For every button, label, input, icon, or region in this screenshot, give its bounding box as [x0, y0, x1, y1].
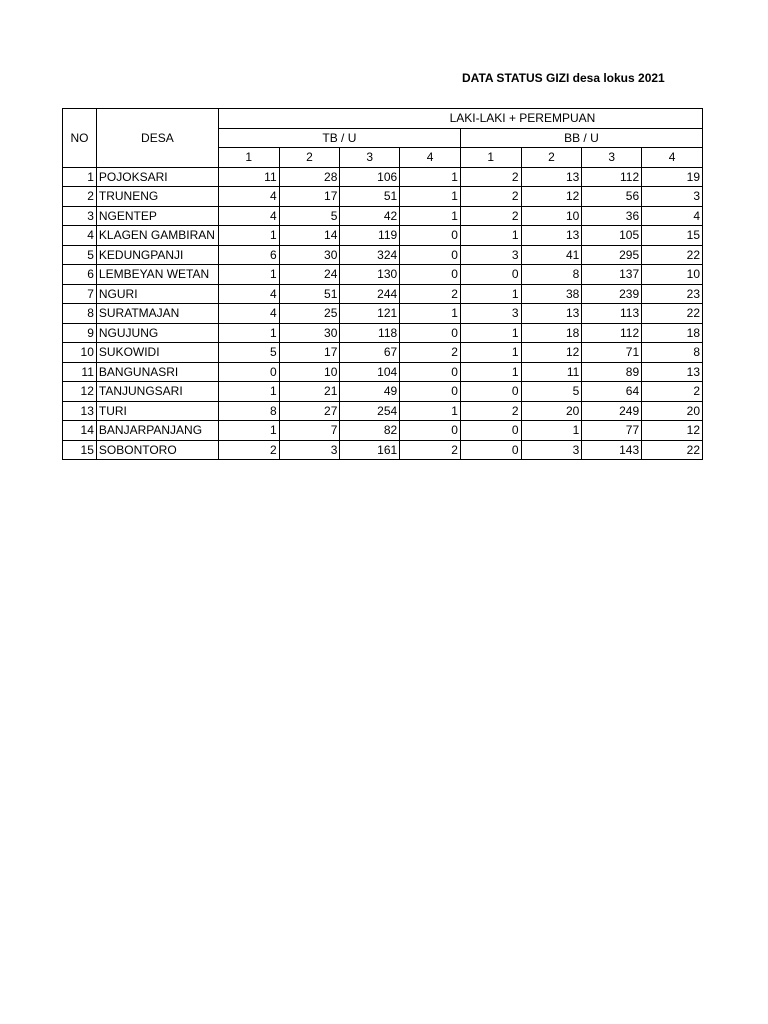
subheader-cell: 2: [521, 148, 582, 168]
tbu-value-cell: 2: [400, 440, 461, 460]
header-group-label: LAKI-LAKI + PEREMPUAN: [449, 111, 596, 126]
village-name: POJOKSARI: [96, 167, 218, 187]
tbu-value-cell: 4: [218, 304, 279, 324]
tbu-value-cell: 51: [340, 187, 400, 207]
bbu-value-cell: 71: [582, 343, 642, 363]
tbu-value-cell: 30: [279, 323, 340, 343]
tbu-value-cell: 4: [218, 206, 279, 226]
tbu-value-cell: 67: [340, 343, 400, 363]
bbu-value-cell: 38: [521, 284, 582, 304]
tbu-value-cell: 25: [279, 304, 340, 324]
bbu-value-cell: 18: [521, 323, 582, 343]
tbu-value-cell: 1: [218, 421, 279, 441]
village-name: TRUNENG: [96, 187, 218, 207]
table-body: [63, 167, 703, 460]
row-number: 9: [63, 323, 97, 343]
table-row: [63, 226, 703, 246]
row-number: 5: [63, 245, 97, 265]
tbu-value-cell: 324: [340, 245, 400, 265]
bbu-value-cell: 41: [521, 245, 582, 265]
tbu-value-cell: 14: [279, 226, 340, 246]
village-name: SUKOWIDI: [96, 343, 218, 363]
bbu-value-cell: 23: [642, 284, 703, 304]
tbu-value-cell: 121: [340, 304, 400, 324]
bbu-value-cell: 64: [582, 382, 642, 402]
table-row: [63, 187, 703, 207]
bbu-value-cell: 2: [460, 206, 521, 226]
bbu-value-cell: 13: [642, 362, 703, 382]
tbu-value-cell: 0: [400, 382, 461, 402]
tbu-value-cell: 8: [218, 401, 279, 421]
tbu-value-cell: 2: [218, 440, 279, 460]
village-name: SURATMAJAN: [96, 304, 218, 324]
subheader-cell: 1: [460, 148, 521, 168]
bbu-value-cell: 1: [460, 343, 521, 363]
village-name: TANJUNGSARI: [96, 382, 218, 402]
tbu-value-cell: 106: [340, 167, 400, 187]
tbu-value-cell: 0: [400, 421, 461, 441]
table-row: [63, 401, 703, 421]
bbu-value-cell: 3: [642, 187, 703, 207]
bbu-value-cell: 12: [642, 421, 703, 441]
tbu-value-cell: 10: [279, 362, 340, 382]
village-name: SOBONTORO: [96, 440, 218, 460]
bbu-value-cell: 0: [460, 265, 521, 285]
tbu-value-cell: 82: [340, 421, 400, 441]
bbu-value-cell: 2: [460, 401, 521, 421]
bbu-value-cell: 15: [642, 226, 703, 246]
row-number: 1: [63, 167, 97, 187]
bbu-value-cell: 13: [521, 167, 582, 187]
bbu-value-cell: 19: [642, 167, 703, 187]
village-name: TURI: [96, 401, 218, 421]
bbu-value-cell: 12: [521, 343, 582, 363]
bbu-value-cell: 0: [460, 382, 521, 402]
bbu-value-cell: 22: [642, 245, 703, 265]
header-no: NO: [63, 109, 97, 168]
subheader-cell: 4: [400, 148, 461, 168]
tbu-value-cell: 244: [340, 284, 400, 304]
row-number: 11: [63, 362, 97, 382]
village-name: NGURI: [96, 284, 218, 304]
tbu-value-cell: 4: [218, 284, 279, 304]
bbu-value-cell: 12: [521, 187, 582, 207]
table-row: [63, 440, 703, 460]
bbu-value-cell: 8: [642, 343, 703, 363]
subheader-cell: 3: [340, 148, 400, 168]
tbu-value-cell: 6: [218, 245, 279, 265]
row-number: 12: [63, 382, 97, 402]
row-number: 3: [63, 206, 97, 226]
bbu-value-cell: 20: [642, 401, 703, 421]
bbu-value-cell: 4: [642, 206, 703, 226]
tbu-value-cell: 2: [400, 284, 461, 304]
tbu-value-cell: 5: [279, 206, 340, 226]
bbu-value-cell: 113: [582, 304, 642, 324]
tbu-value-cell: 5: [218, 343, 279, 363]
bbu-value-cell: 112: [582, 323, 642, 343]
tbu-value-cell: 0: [400, 362, 461, 382]
row-number: 4: [63, 226, 97, 246]
table-row: [63, 265, 703, 285]
tbu-value-cell: 0: [218, 362, 279, 382]
village-name: KEDUNGPANJI: [96, 245, 218, 265]
bbu-value-cell: 239: [582, 284, 642, 304]
tbu-value-cell: 1: [400, 167, 461, 187]
table-row: [63, 323, 703, 343]
bbu-value-cell: 89: [582, 362, 642, 382]
header-tbu: TB / U: [218, 128, 460, 148]
table-row: [63, 343, 703, 363]
table-row: [63, 206, 703, 226]
tbu-value-cell: 17: [279, 343, 340, 363]
row-number: 2: [63, 187, 97, 207]
bbu-value-cell: 5: [521, 382, 582, 402]
village-name: NGENTEP: [96, 206, 218, 226]
table-row: [63, 167, 703, 187]
bbu-value-cell: 137: [582, 265, 642, 285]
tbu-value-cell: 1: [400, 304, 461, 324]
row-number: 6: [63, 265, 97, 285]
row-number: 10: [63, 343, 97, 363]
tbu-value-cell: 1: [400, 401, 461, 421]
bbu-value-cell: 22: [642, 304, 703, 324]
tbu-value-cell: 130: [340, 265, 400, 285]
row-number: 15: [63, 440, 97, 460]
tbu-value-cell: 0: [400, 245, 461, 265]
bbu-value-cell: 3: [521, 440, 582, 460]
village-name: LEMBEYAN WETAN: [96, 265, 218, 285]
tbu-value-cell: 1: [218, 323, 279, 343]
tbu-value-cell: 42: [340, 206, 400, 226]
bbu-value-cell: 10: [521, 206, 582, 226]
tbu-value-cell: 30: [279, 245, 340, 265]
tbu-value-cell: 7: [279, 421, 340, 441]
bbu-value-cell: 2: [460, 167, 521, 187]
table-row: [63, 362, 703, 382]
table-row: [63, 382, 703, 402]
header-desa: DESA: [96, 109, 218, 168]
bbu-value-cell: 1: [460, 362, 521, 382]
nutrition-status-table-container: [62, 108, 703, 460]
subheader-cell: 1: [218, 148, 279, 168]
tbu-value-cell: 27: [279, 401, 340, 421]
bbu-value-cell: 11: [521, 362, 582, 382]
bbu-value-cell: 0: [460, 421, 521, 441]
tbu-value-cell: 104: [340, 362, 400, 382]
tbu-value-cell: 1: [218, 382, 279, 402]
tbu-value-cell: 0: [400, 226, 461, 246]
tbu-value-cell: 49: [340, 382, 400, 402]
table-row: [63, 421, 703, 441]
bbu-value-cell: 36: [582, 206, 642, 226]
tbu-value-cell: 161: [340, 440, 400, 460]
row-number: 14: [63, 421, 97, 441]
bbu-value-cell: 2: [460, 187, 521, 207]
tbu-value-cell: 4: [218, 187, 279, 207]
table-row: [63, 284, 703, 304]
tbu-value-cell: 3: [279, 440, 340, 460]
tbu-value-cell: 2: [400, 343, 461, 363]
bbu-value-cell: 56: [582, 187, 642, 207]
bbu-value-cell: 3: [460, 304, 521, 324]
bbu-value-cell: 8: [521, 265, 582, 285]
tbu-value-cell: 51: [279, 284, 340, 304]
table-row: [63, 245, 703, 265]
header-bbu: BB / U: [460, 128, 702, 148]
bbu-value-cell: 295: [582, 245, 642, 265]
row-number: 7: [63, 284, 97, 304]
tbu-value-cell: 118: [340, 323, 400, 343]
subheader-cell: 4: [642, 148, 703, 168]
bbu-value-cell: 3: [460, 245, 521, 265]
tbu-value-cell: 254: [340, 401, 400, 421]
table-row: [63, 304, 703, 324]
tbu-value-cell: 119: [340, 226, 400, 246]
bbu-value-cell: 249: [582, 401, 642, 421]
bbu-value-cell: 112: [582, 167, 642, 187]
subheader-cell: 2: [279, 148, 340, 168]
row-number: 13: [63, 401, 97, 421]
village-name: NGUJUNG: [96, 323, 218, 343]
village-name: BANGUNASRI: [96, 362, 218, 382]
tbu-value-cell: 17: [279, 187, 340, 207]
tbu-value-cell: 0: [400, 265, 461, 285]
bbu-value-cell: 105: [582, 226, 642, 246]
bbu-value-cell: 1: [460, 284, 521, 304]
bbu-value-cell: 22: [642, 440, 703, 460]
bbu-value-cell: 20: [521, 401, 582, 421]
header-group: [218, 109, 702, 129]
nutrition-status-table: [62, 108, 703, 460]
subheader-cell: 3: [582, 148, 642, 168]
bbu-value-cell: 1: [460, 323, 521, 343]
tbu-value-cell: 0: [400, 323, 461, 343]
tbu-value-cell: 1: [400, 206, 461, 226]
bbu-value-cell: 77: [582, 421, 642, 441]
document-title: DATA STATUS GIZI desa lokus 2021: [462, 71, 665, 85]
bbu-value-cell: 18: [642, 323, 703, 343]
bbu-value-cell: 143: [582, 440, 642, 460]
tbu-value-cell: 1: [400, 187, 461, 207]
tbu-value-cell: 1: [218, 265, 279, 285]
tbu-value-cell: 24: [279, 265, 340, 285]
tbu-value-cell: 1: [218, 226, 279, 246]
bbu-value-cell: 13: [521, 226, 582, 246]
village-name: KLAGEN GAMBIRAN: [96, 226, 218, 246]
bbu-value-cell: 1: [460, 226, 521, 246]
bbu-value-cell: 10: [642, 265, 703, 285]
bbu-value-cell: 1: [521, 421, 582, 441]
bbu-value-cell: 2: [642, 382, 703, 402]
bbu-value-cell: 13: [521, 304, 582, 324]
bbu-value-cell: 0: [460, 440, 521, 460]
village-name: BANJARPANJANG: [96, 421, 218, 441]
tbu-value-cell: 21: [279, 382, 340, 402]
tbu-value-cell: 11: [218, 167, 279, 187]
tbu-value-cell: 28: [279, 167, 340, 187]
row-number: 8: [63, 304, 97, 324]
